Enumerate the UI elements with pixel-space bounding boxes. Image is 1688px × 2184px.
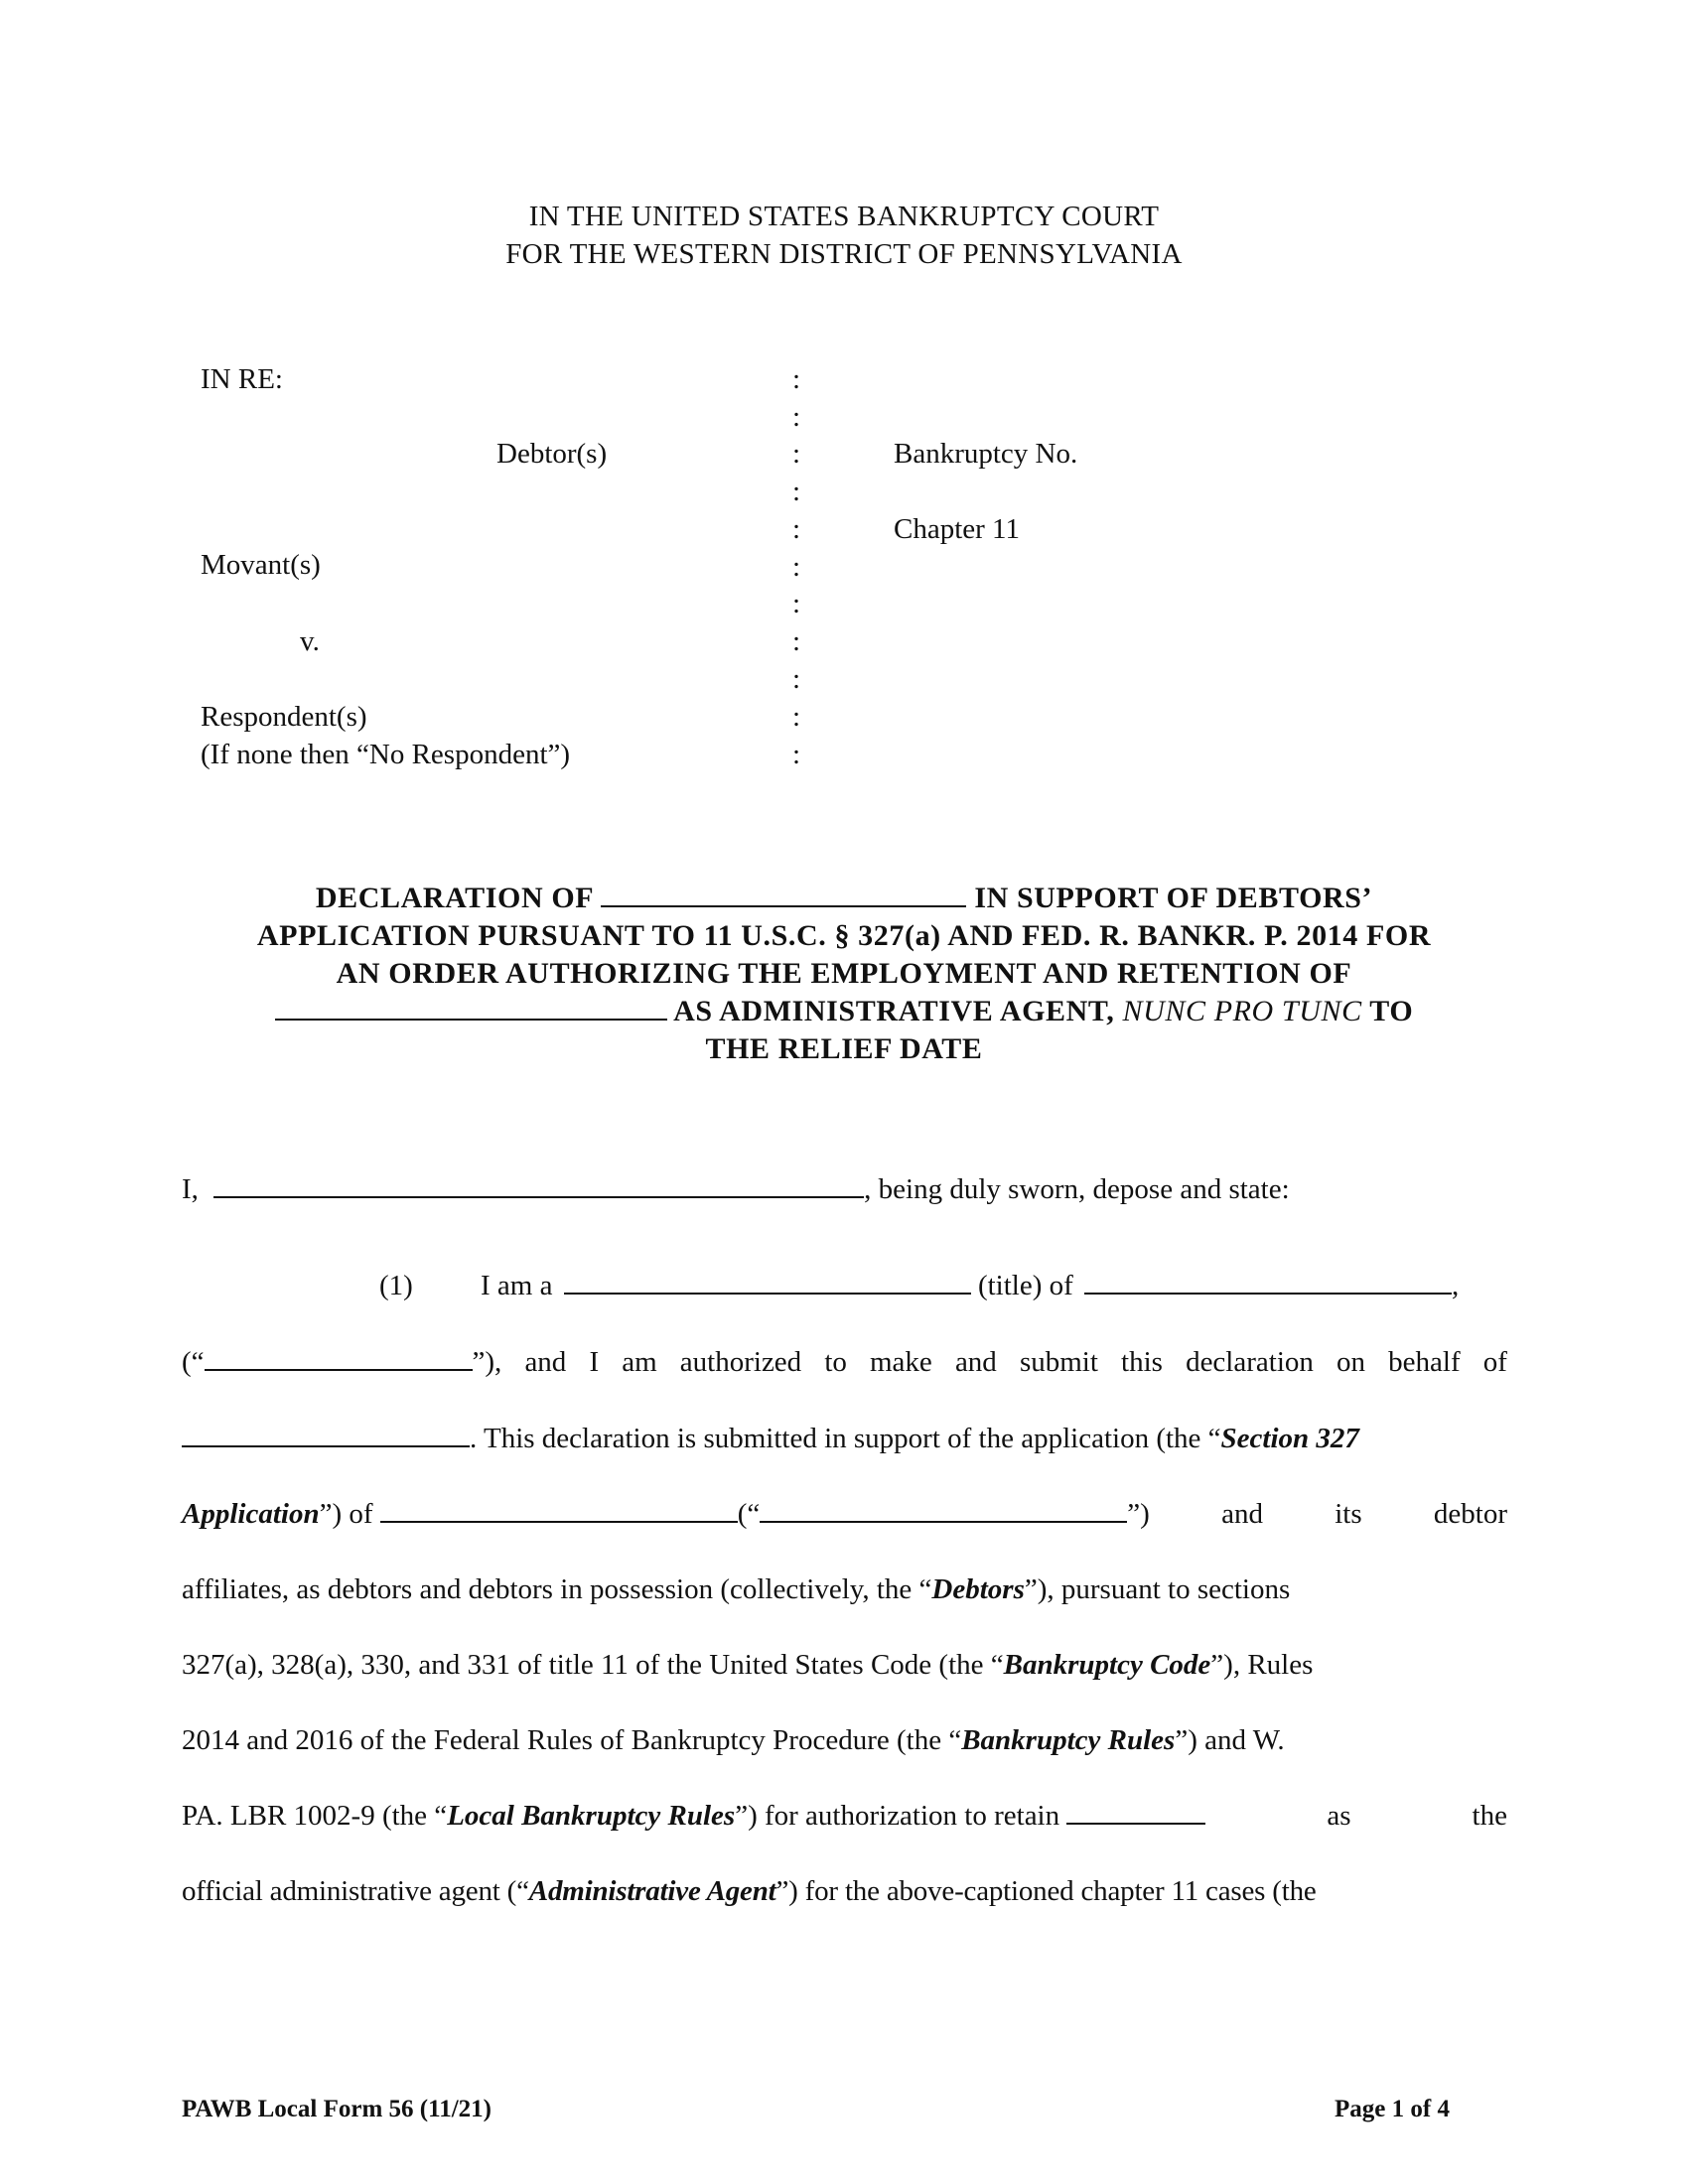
agent-name-blank[interactable]: [275, 1018, 667, 1021]
para-1-line-9: [182, 1874, 1507, 1908]
caption-respondent-note: (If none then “No Respondent”): [201, 739, 571, 770]
caption-movant: Movant(s): [201, 549, 321, 581]
line-text: 327(a), 328(a), 330, and 331 of title 11 of the United States Code (the “: [182, 1649, 1004, 1681]
court-name: IN THE UNITED STATES BANKRUPTCY COURT: [528, 201, 1160, 232]
word: of: [1482, 1346, 1507, 1378]
para-1-line-8: [182, 1799, 1507, 1833]
debtor-short-blank[interactable]: [760, 1520, 1127, 1523]
footer-form-id: PAWB Local Form 56 (11/21): [182, 2096, 492, 2122]
intro-line: [182, 1172, 1290, 1206]
term-bankruptcy-rules: Bankruptcy Rules: [961, 1724, 1176, 1756]
para-1-line-7: [182, 1723, 1507, 1757]
word: as: [1327, 1800, 1351, 1832]
line-text: . This declaration is submitted in support of the application (the “: [470, 1423, 1221, 1454]
short-name-blank[interactable]: [205, 1368, 473, 1371]
caption-in-re: IN RE:: [201, 363, 283, 395]
term-administrative-agent: Administrative Agent: [528, 1875, 776, 1907]
retain-blank[interactable]: [1066, 1822, 1205, 1825]
word: to: [824, 1346, 847, 1378]
title-blank[interactable]: [564, 1292, 971, 1295]
retain-group: PA. LBR 1002-9 (the “Local Bankruptcy Rules”) for authorization to retain: [182, 1799, 1205, 1833]
word: authorized: [679, 1346, 802, 1378]
word: behalf: [1388, 1346, 1461, 1378]
line-text: ”) and W.: [1175, 1724, 1285, 1756]
debtor-name-blank[interactable]: [380, 1520, 738, 1523]
term-bankruptcy-code: Bankruptcy Code: [1003, 1649, 1211, 1681]
caption-debtor: Debtor(s): [496, 438, 608, 470]
intro-i: I,: [182, 1173, 199, 1205]
para-1-line-5: [182, 1572, 1507, 1606]
line-text: 2014 and 2016 of the Federal Rules of Bankruptcy Procedure (the “: [182, 1724, 962, 1756]
caption-colon: :: [791, 625, 801, 657]
caption-colon: :: [791, 513, 801, 545]
word: and: [954, 1346, 997, 1378]
doc-title-line-3: AN ORDER AUTHORIZING THE EMPLOYMENT AND RETENTION OF: [336, 957, 1352, 990]
word: make: [870, 1346, 932, 1378]
caption-colon: :: [791, 551, 801, 583]
word: submit: [1019, 1346, 1098, 1378]
word: its: [1335, 1498, 1362, 1530]
word: the: [1472, 1800, 1507, 1832]
title-text: IN SUPPORT OF DEBTORS’: [974, 882, 1373, 914]
court-district: FOR THE WESTERN DISTRICT OF PENNSYLVANIA: [505, 238, 1183, 270]
para-1-line-6: [182, 1648, 1507, 1682]
company-blank[interactable]: [1084, 1292, 1452, 1295]
para-1-line-1: [481, 1269, 1459, 1302]
para-1-line-3: [182, 1422, 1359, 1455]
application-of: Application”) of (“ ”): [182, 1498, 1150, 1530]
caption-versus: v.: [300, 625, 320, 657]
doc-title-line-1: [0, 882, 1688, 915]
title-text: AS ADMINISTRATIVE AGENT,: [673, 995, 1115, 1027]
intro-rest: , being duly sworn, depose and state:: [864, 1173, 1290, 1205]
para-1-line-2: [182, 1345, 1507, 1379]
word: this: [1121, 1346, 1163, 1378]
line-text: affiliates, as debtors and debtors in possession (collectively, the “: [182, 1573, 932, 1605]
word: am: [622, 1346, 657, 1378]
doc-title-line-4: [0, 995, 1688, 1028]
caption-colon: :: [791, 438, 801, 470]
doc-title-line-2: APPLICATION PURSUANT TO 11 U.S.C. § 327(a) AND FED. R. BANKR. P. 2014 FOR: [256, 919, 1432, 952]
caption-colon: :: [791, 401, 801, 433]
word: on: [1336, 1346, 1366, 1378]
line-text: ”), Rules: [1210, 1649, 1314, 1681]
word: debtor: [1433, 1498, 1507, 1530]
footer-page-number: Page 1 of 4: [1335, 2096, 1450, 2122]
declarant-blank[interactable]: [213, 1195, 864, 1198]
entity-blank[interactable]: [182, 1444, 470, 1447]
para-1-number: (1): [379, 1270, 413, 1301]
caption-bankruptcy-no: Bankruptcy No.: [894, 438, 1078, 470]
term-section-327: Section 327: [1220, 1423, 1359, 1454]
doc-title-line-5: THE RELIEF DATE: [705, 1032, 983, 1065]
line-text: ”), pursuant to sections: [1024, 1573, 1291, 1605]
word: I: [589, 1346, 600, 1378]
title-nunc-pro-tunc: NUNC PRO TUNC: [1122, 995, 1362, 1027]
title-of: (title) of: [977, 1270, 1073, 1301]
para-1-line-4: [182, 1497, 1507, 1531]
comma: ,: [1452, 1270, 1460, 1301]
word: declaration: [1186, 1346, 1314, 1378]
title-text: TO: [1369, 995, 1414, 1027]
term-local-rules: Local Bankruptcy Rules: [447, 1800, 736, 1832]
line-text: ”) for the above-captioned chapter 11 cases (the: [775, 1875, 1317, 1907]
word: and: [524, 1346, 567, 1378]
term-application: Application: [182, 1498, 320, 1530]
caption-colon: :: [791, 701, 801, 733]
term-debtors: Debtors: [931, 1573, 1025, 1605]
caption-colon: :: [791, 588, 801, 619]
declarant-name-blank[interactable]: [601, 904, 966, 907]
caption-chapter: Chapter 11: [894, 513, 1020, 545]
word: and: [1221, 1498, 1263, 1530]
caption-colon: :: [791, 663, 801, 695]
caption-colon: :: [791, 739, 801, 770]
caption-colon: :: [791, 476, 801, 507]
caption-respondent: Respondent(s): [201, 701, 367, 733]
line-text: official administrative agent (“: [182, 1875, 529, 1907]
caption-colon: :: [791, 363, 801, 395]
short-name-group: (“ ”),: [182, 1346, 502, 1378]
title-text: DECLARATION OF: [315, 882, 594, 914]
i-am-a: I am a: [481, 1270, 553, 1301]
